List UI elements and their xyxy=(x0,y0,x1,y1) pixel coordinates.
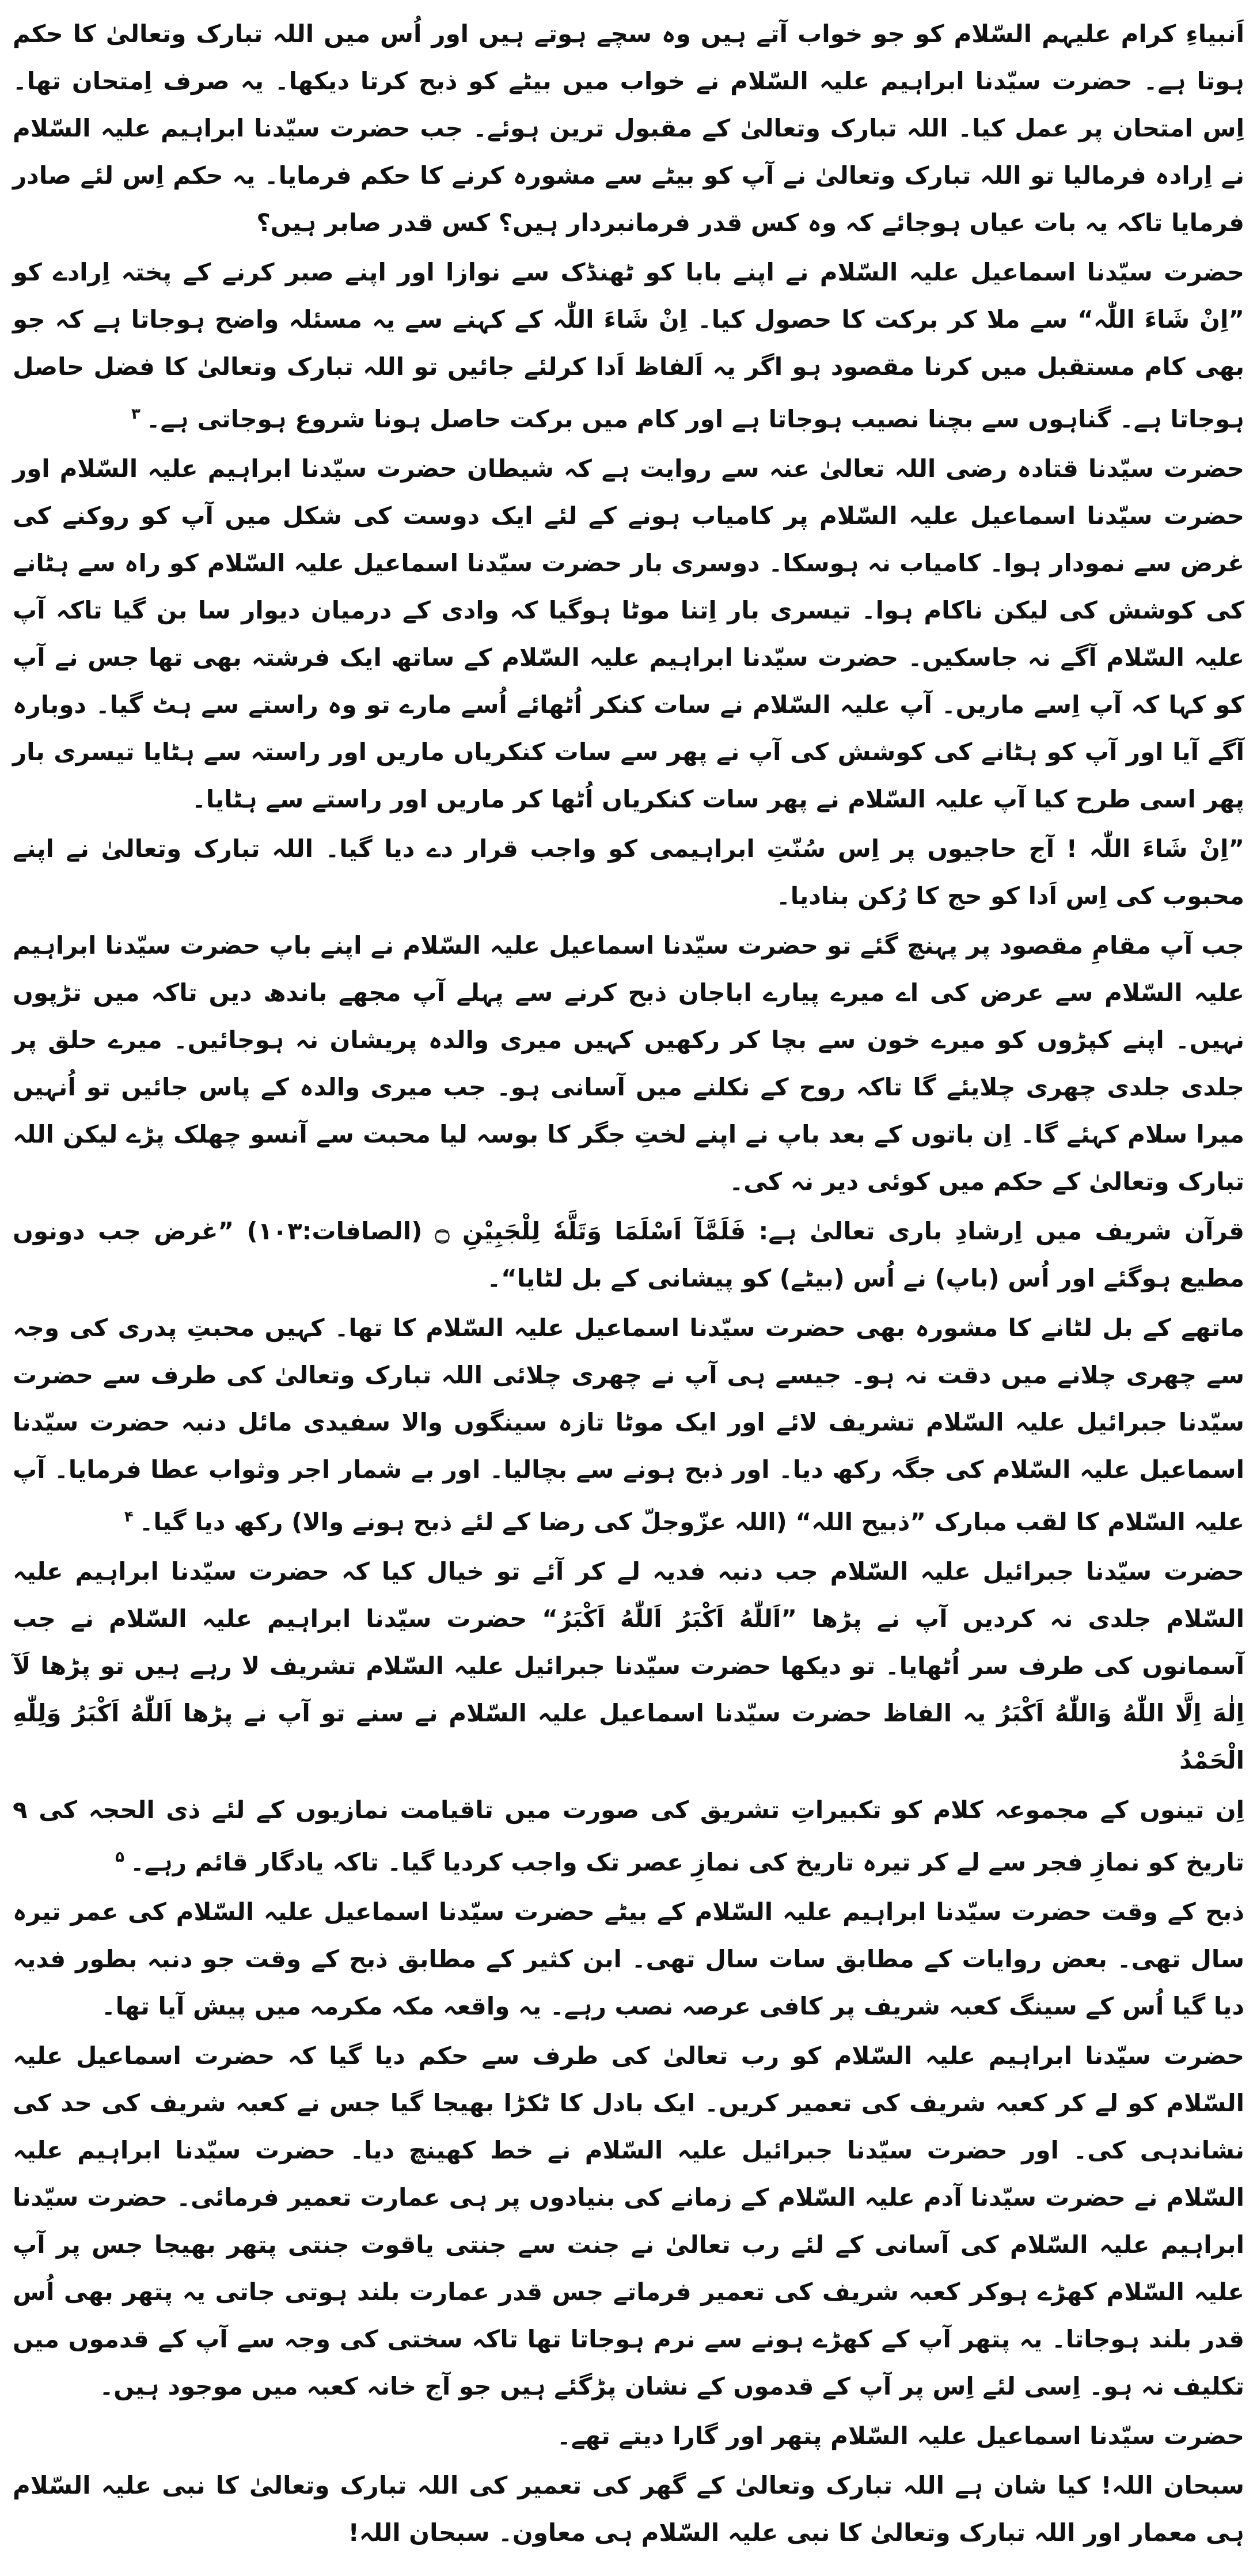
paragraph-takbirat-tashreeq xyxy=(13,1786,1244,1886)
paragraph-takbir-origin xyxy=(13,1548,1244,1784)
paragraph-text: قرآن شریف میں اِرشادِ باری تعالیٰ ہے: فَلَمَّآ اَسْلَمَا وَتَلَّهٗ لِلْجَبِيْنِ ۝ (الصافات:۱۰۳) ”غرض جب دونوں مطیع ہوگئے اور اُس (باپ) نے اُس (بیٹے) کو پیشانی کے بل لٹایا“۔ xyxy=(13,1217,1244,1292)
paragraph-text: حضرت سیّدنا ابراہیم علیہ السّلام کو رب تعالیٰ کی طرف سے حکم دیا گیا کہ حضرت اسماعیل علیہ السّلام کو لے کر کعبہ شریف کی تعمیر کریں۔ ایک بادل کا ٹکڑا بھیجا گیا جس نے کعبہ شریف کی حد کی نشاندہی کی۔ اور حضرت سیّدنا جبرائیل علیہ السّلام نے خط کھینچ دیا۔ حضرت سیّدنا ابراہیم علیہ السّلام نے حضرت سیّدنا آدم علیہ السّلام کے زمانے کی بنیادوں پر ہی عمارت تعمیر فرمائی۔ حضرت سیّدنا ابراہیم علیہ السّلام کی آسانی کے لئے رب تعالیٰ نے جنت سے جنتی یاقوت جنتی پتھر بھیجا جس پر آپ علیہ السّلام کھڑے ہوکر کعبہ شریف کی تعمیر فرماتے جس قدر عمارت بلند ہوتی جاتی یہ پتھر بھی اُس قدر بلند ہوجاتا۔ یہ پتھر آپ کے کھڑے ہونے سے نرم ہوجاتا تھا تاکہ سختی کی وجہ سے آپ کے قدموں میں تکلیف نہ ہو۔ اِسی لئے اِس پر آپ کے قدموں کے نشان پڑگئے ہیں جو آج خانہ کعبہ میں موجود ہیں۔ xyxy=(13,2042,1244,2400)
paragraph-text: ماتھے کے بل لٹانے کا مشورہ بھی حضرت سیّدنا اسماعیل علیہ السّلام کا تھا۔ کہیں محبتِ پدری کی وجہ سے چھری چلانے میں دقت نہ ہو۔ جیسے ہی آپ نے چھری چلائی اللہ تبارک وتعالیٰ کی طرف سے حضرت سیّدنا جبرائیل علیہ السّلام تشریف لائے اور ایک موٹا تازہ سینگوں والا سفیدی مائل دنبہ حضرت سیّدنا اسماعیل علیہ السّلام کی جگہ رکھ دیا۔ اور ذبح ہونے سے بچالیا۔ اور بے شمار اجر وثواب عطا فرمایا۔ آپ علیہ السّلام کا لقب مبارک ”ذبیح اللہ“ (اللہ عزّوجلّ کی رضا کے لئے ذبح ہونے والا) رکھ دیا گیا۔ xyxy=(13,1314,1244,1536)
paragraph-prophets-dreams xyxy=(13,10,1244,246)
paragraph-ismail-helper xyxy=(13,2412,1244,2460)
paragraph-shaitan-narration xyxy=(13,445,1244,823)
paragraph-text: اِن تینوں کے مجموعہ کلام کو تکبیراتِ تشریق کی صورت میں تاقیامت نمازیوں کے لئے ذی الحجہ کی ۹ تاریخ کو نمازِ فجر سے لے کر تیرہ تاریخ کی نمازِ عصر تک واجب کردیا گیا۔ تاکہ یادگار قائم رہے۔ xyxy=(13,1796,1244,1876)
paragraph-text: جب آپ مقامِ مقصود پر پہنچ گئے تو حضرت سیّدنا اسماعیل علیہ السّلام نے اپنے باپ حضرت سیّدنا ابراہیم علیہ السّلام سے عرض کی اے میرے پیارے اباجان ذبح کرنے سے پہلے آپ مجھے باندھ دیں تاکہ میں تڑپوں نہیں۔ اپنے کپڑوں کو میرے خون سے بچا کر رکھیں کہیں میری والدہ پریشان نہ ہوجائیں۔ میرے حلق پر جلدی جلدی چھری چلایئے گا تاکہ روح کے نکلنے میں آسانی ہو۔ جب میری والدہ کے پاس جائیں تو اُنہیں میرا سلام کہئے گا۔ اِن باتوں کے بعد باپ نے اپنے لختِ جگر کا بوسہ لیا محبت سے آنسو چھلک پڑے لیکن اللہ تبارک وتعالیٰ کے حکم میں کوئی دیر نہ کی۔ xyxy=(13,931,1244,1196)
paragraph-text: حضرت سیّدنا جبرائیل علیہ السّلام جب دنبہ فدیہ لے کر آئے تو خیال کیا کہ حضرت سیّدنا ابراہیم علیہ السّلام جلدی نہ کردیں آپ نے پڑھا ”اَللّٰهُ اَكْبَرُ اَللّٰهُ اَكْبَرُ“ حضرت سیّدنا ابراہیم علیہ السّلام نے جب آسمانوں کی طرف سر اُٹھایا۔ تو دیکھا حضرت سیّدنا جبرائیل علیہ السّلام تشریف لا رہے ہیں تو پڑھا لَآ اِلٰهَ اِلَّا اللّٰهُ وَاللّٰهُ اَكْبَرُ یہ الفاظ حضرت سیّدنا اسماعیل علیہ السّلام نے سنے تو آپ نے پڑھا اَللّٰهُ اَكْبَرُ وَلِلّٰهِ الْحَمْدُ xyxy=(13,1557,1244,1774)
paragraph-text: حضرت سیّدنا اسماعیل علیہ السّلام پتھر اور گارا دیتے تھے۔ xyxy=(557,2422,1244,2450)
paragraph-age-at-sacrifice xyxy=(13,1888,1244,2030)
paragraph-kaaba-construction xyxy=(13,2032,1244,2410)
paragraph-quran-verse xyxy=(13,1208,1244,1302)
footnote-reference: ۵ xyxy=(115,1849,124,1866)
paragraph-subhanallah xyxy=(13,2462,1244,2556)
footnote-reference: ۳ xyxy=(131,405,140,423)
paragraph-text: ”اِنْ شَاءَ اللّٰہ ! آج حاجیوں پر اِس سُنّتِ ابراہیمی کو واجب قرار دے دیا گیا۔ اللہ تبارک وتعالیٰ نے اپنے محبوب کی اِس اَدا کو حج کا رُکن بنادیا۔ xyxy=(13,834,1244,910)
footnote-reference: ۴ xyxy=(124,1508,134,1526)
paragraph-text: حضرت سیّدنا قتادہ رضی اللہ تعالیٰ عنہ سے روایت ہے کہ شیطان حضرت سیّدنا ابراہیم علیہ السّلام اور حضرت سیّدنا اسماعیل علیہ السّلام پر کامیاب ہونے کے لئے ایک دوست کی شکل میں آپ کو روکنے کی غرض سے نمودار ہوا۔ کامیاب نہ ہوسکا۔ دوسری بار حضرت سیّدنا اسماعیل علیہ السّلام کو راہ سے ہٹانے کی کوشش کی لیکن ناکام ہوا۔ تیسری بار اِتنا موٹا ہوگیا کہ وادی کے درمیان دیوار سا بن گیا تاکہ آپ علیہ السّلام آگے نہ جاسکیں۔ حضرت سیّدنا ابراہیم علیہ السّلام کے ساتھ ایک فرشتہ بھی تھا جس نے آپ کو کہا کہ آپ اِسے ماریں۔ آپ علیہ السّلام نے سات کنکر اُٹھائے اُسے مارے تو وہ راستے سے ہٹ گیا۔ دوبارہ آگے آیا اور آپ کو ہٹانے کی کوشش کی آپ نے پھر سے سات کنکریاں ماریں اور راستہ سے ہٹایا تیسری بار پھر اسی طرح کیا آپ علیہ السّلام نے پھر سات کنکریاں اُٹھا کر ماریں اور راستے سے ہٹایا۔ xyxy=(13,454,1244,813)
paragraph-text: اَنبیاءِ کرام علیہم السّلام کو جو خواب آتے ہیں وہ سچے ہوتے ہیں اور اُس میں اللہ تبارک وتعالیٰ کا حکم ہوتا ہے۔ حضرت سیّدنا ابراہیم علیہ السّلام نے خواب میں بیٹے کو ذبح کرتا دیکھا۔ یہ صرف اِمتحان تھا۔ اِس امتحان پر عمل کیا۔ اللہ تبارک وتعالیٰ کے مقبول ترین ہوئے۔ جب حضرت سیّدنا ابراہیم علیہ السّلام نے اِرادہ فرمالیا تو اللہ تبارک وتعالیٰ نے آپ کو بیٹے سے مشورہ کرنے کا حکم فرمایا۔ یہ حکم اِس لئے صادر فرمایا تاکہ یہ بات عیاں ہوجائے کہ وہ کس قدر فرمانبردار ہیں؟ کس قدر صابر ہیں؟ xyxy=(13,20,1244,237)
paragraph-ismail-request xyxy=(13,922,1244,1205)
paragraph-text: حضرت سیّدنا اسماعیل علیہ السّلام نے اپنے بابا کو ٹھنڈک سے نوازا اور اپنے صبر کرنے کے پختہ اِرادے کو ”اِنْ شَاءَ اللّٰہ“ سے ملا کر برکت کا حصول کیا۔ اِنْ شَاءَ اللّٰہ کے کہنے سے یہ مسئلہ واضح ہوجاتا ہے کہ جو بھی کام مستقبل میں کرنا مقصود ہو اگر یہ اَلفاظ اَدا کرلئے جائیں تو اللہ تبارک وتعالیٰ کا فضل حاصل ہوجاتا ہے۔ گناہوں سے بچنا نصیب ہوجاتا ہے اور کام میں برکت حاصل ہونا شروع ہوجاتی ہے۔ xyxy=(13,258,1244,433)
paragraph-inshallah xyxy=(13,249,1244,443)
paragraph-ram-sacrifice xyxy=(13,1304,1244,1546)
paragraph-hajj-ritual xyxy=(13,825,1244,920)
paragraph-text: ذبح کے وقت حضرت سیّدنا ابراہیم علیہ السّلام کے بیٹے حضرت سیّدنا اسماعیل علیہ السّلام کی عمر تیرہ سال تھی۔ بعض روایات کے مطابق سات سال تھی۔ ابن کثیر کے مطابق ذبح کے وقت جو دنبہ بطور فدیہ دیا گیا اُس کے سینگ کعبہ شریف پر کافی عرصہ نصب رہے۔ یہ واقعہ مکہ مکرمہ میں پیش آیا تھا۔ xyxy=(13,1898,1244,2020)
paragraph-text: سبحان اللہ! کیا شان ہے اللہ تبارک وتعالیٰ کے گھر کی تعمیر کی اللہ تبارک وتعالیٰ کا نبی علیہ السّلام ہی معمار اور اللہ تبارک وتعالیٰ کا نبی علیہ السّلام ہی معاون۔ سبحان اللہ! xyxy=(13,2471,1244,2547)
